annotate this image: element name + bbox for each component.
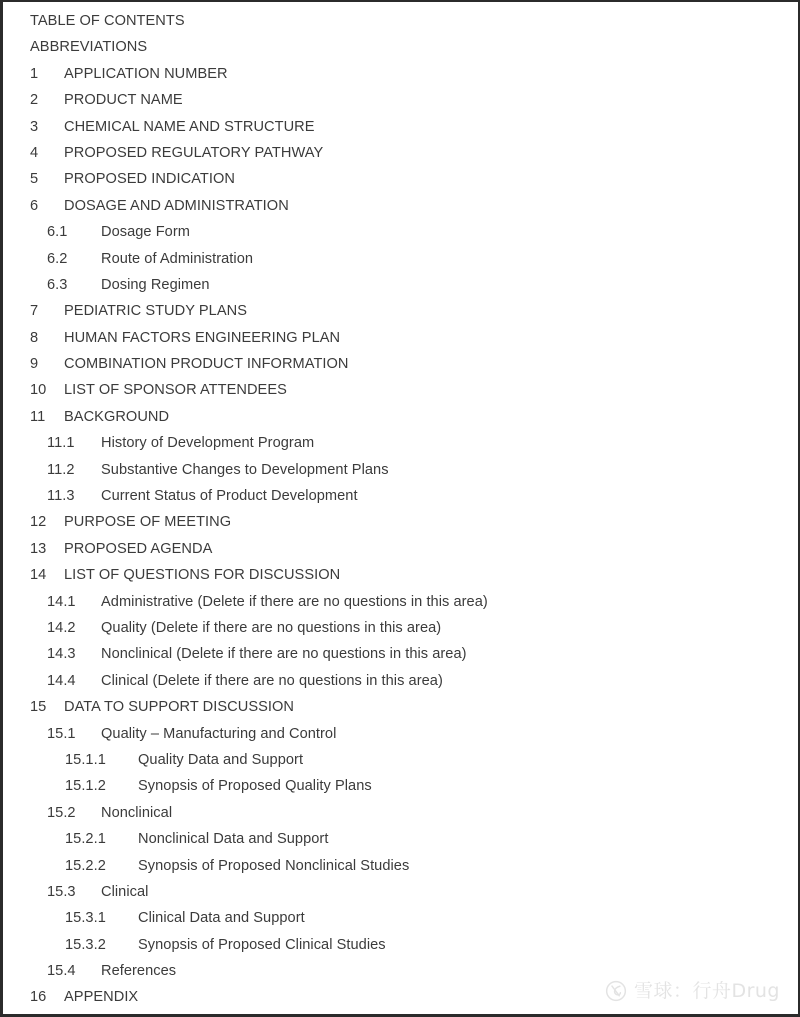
toc-entry-number: 9 <box>30 356 39 373</box>
toc-entry-label: ABBREVIATIONS <box>30 39 148 56</box>
toc-entry[interactable] <box>3 8 798 34</box>
watermark <box>605 980 780 1002</box>
toc-entry-number: 1 <box>30 65 39 82</box>
toc-entry-number: 15.2 <box>47 804 76 821</box>
toc-entry[interactable] <box>3 589 798 615</box>
toc-entry[interactable] <box>3 721 798 747</box>
toc-entry-number: 14 <box>30 567 47 584</box>
toc-entry-number: 15.3.2 <box>65 936 106 953</box>
toc-entry-number: 4 <box>30 144 39 161</box>
table-of-contents <box>3 8 798 1011</box>
toc-entry-label: DATA TO SUPPORT DISCUSSION <box>64 699 294 716</box>
toc-entry-label: Nonclinical <box>101 804 173 821</box>
toc-entry-label: LIST OF QUESTIONS FOR DISCUSSION <box>64 567 341 584</box>
toc-entry[interactable] <box>3 641 798 667</box>
toc-entry[interactable] <box>3 457 798 483</box>
toc-entry[interactable] <box>3 536 798 562</box>
toc-entry-number: 15.3 <box>47 883 76 900</box>
toc-entry[interactable] <box>3 114 798 140</box>
toc-entry[interactable] <box>3 800 798 826</box>
toc-entry-number: 11.1 <box>47 435 75 452</box>
toc-entry-label: Nonclinical (Delete if there are no questions in this area) <box>101 646 467 663</box>
toc-entry-label: DOSAGE AND ADMINISTRATION <box>64 197 289 214</box>
toc-entry-label: Clinical Data and Support <box>138 910 305 927</box>
toc-entry-label: Substantive Changes to Development Plans <box>101 461 389 478</box>
toc-entry[interactable] <box>3 483 798 509</box>
toc-entry-label: Synopsis of Proposed Nonclinical Studies <box>138 857 410 874</box>
toc-entry-number: 11.2 <box>47 461 75 478</box>
toc-entry-label: Clinical <box>101 883 149 900</box>
toc-entry-number: 14.2 <box>47 619 76 636</box>
toc-entry-number: 11 <box>30 408 46 425</box>
toc-entry-label: Dosage Form <box>101 224 190 241</box>
toc-entry[interactable] <box>3 61 798 87</box>
toc-entry-number: 11.3 <box>47 488 75 505</box>
toc-entry-label: Current Status of Product Development <box>101 488 358 505</box>
toc-entry-number: 15.1 <box>47 725 76 742</box>
toc-entry-label: COMBINATION PRODUCT INFORMATION <box>64 356 349 373</box>
toc-entry-label: PROPOSED REGULATORY PATHWAY <box>64 144 324 161</box>
toc-entry[interactable] <box>3 430 798 456</box>
toc-entry-label: Dosing Regimen <box>101 276 210 293</box>
toc-entry[interactable] <box>3 87 798 113</box>
toc-entry[interactable] <box>3 905 798 931</box>
toc-entry-number: 6.1 <box>47 224 68 241</box>
toc-entry-label: APPLICATION NUMBER <box>64 65 228 82</box>
toc-entry-label: CHEMICAL NAME AND STRUCTURE <box>64 118 315 135</box>
toc-entry[interactable] <box>3 773 798 799</box>
toc-entry[interactable] <box>3 668 798 694</box>
toc-entry[interactable] <box>3 246 798 272</box>
toc-entry-number: 6.2 <box>47 250 68 267</box>
toc-entry-number: 5 <box>30 171 39 188</box>
toc-entry-label: Route of Administration <box>101 250 254 267</box>
toc-entry-label: LIST OF SPONSOR ATTENDEES <box>64 382 287 399</box>
toc-entry-number: 6.3 <box>47 276 68 293</box>
toc-entry[interactable] <box>3 853 798 879</box>
toc-entry[interactable] <box>3 615 798 641</box>
toc-entry-label: TABLE OF CONTENTS <box>30 13 185 29</box>
toc-entry-number: 16 <box>30 989 47 1006</box>
toc-entry-label: APPENDIX <box>64 989 139 1006</box>
toc-entry-number: 15 <box>30 699 47 716</box>
toc-entry[interactable] <box>3 879 798 905</box>
toc-entry-number: 14.1 <box>47 593 76 610</box>
toc-entry-label: PEDIATRIC STUDY PLANS <box>64 303 247 320</box>
toc-entry[interactable] <box>3 140 798 166</box>
xueqiu-logo-icon <box>605 980 627 1002</box>
toc-entry-number: 13 <box>30 540 47 557</box>
toc-entry-label: HUMAN FACTORS ENGINEERING PLAN <box>64 329 341 346</box>
toc-entry-number: 10 <box>30 382 47 399</box>
toc-entry-number: 15.4 <box>47 963 76 980</box>
toc-entry-label: Nonclinical Data and Support <box>138 831 329 848</box>
toc-entry-label: PROPOSED AGENDA <box>64 540 213 557</box>
toc-entry-number: 2 <box>30 92 39 109</box>
toc-entry-number: 15.1.1 <box>65 751 106 768</box>
toc-entry-label: References <box>101 963 177 980</box>
toc-entry-number: 6 <box>30 197 39 214</box>
toc-entry[interactable] <box>3 562 798 588</box>
toc-entry[interactable] <box>3 298 798 324</box>
toc-entry[interactable] <box>3 351 798 377</box>
toc-entry[interactable] <box>3 509 798 535</box>
toc-entry-label: Synopsis of Proposed Clinical Studies <box>138 936 386 953</box>
toc-entry-number: 7 <box>30 303 39 320</box>
toc-entry[interactable] <box>3 377 798 403</box>
toc-entry-label: PURPOSE OF MEETING <box>64 514 232 531</box>
toc-entry-number: 15.3.1 <box>65 910 106 927</box>
toc-entry-label: Quality Data and Support <box>138 751 304 768</box>
toc-entry-label: Administrative (Delete if there are no questions in this area) <box>101 593 488 610</box>
toc-entry-number: 15.1.2 <box>65 778 106 795</box>
toc-entry[interactable] <box>3 166 798 192</box>
toc-entry-number: 8 <box>30 329 39 346</box>
toc-entry[interactable] <box>3 747 798 773</box>
toc-entry[interactable] <box>3 193 798 219</box>
toc-entry-label: PROPOSED INDICATION <box>64 171 235 188</box>
toc-entry[interactable] <box>3 404 798 430</box>
toc-entry[interactable] <box>3 826 798 852</box>
toc-entry-number: 14.3 <box>47 646 76 663</box>
toc-entry-label: Clinical (Delete if there are no questions in this area) <box>101 672 443 689</box>
toc-entry-label: History of Development Program <box>101 435 315 452</box>
toc-entry-label: Quality – Manufacturing and Control <box>101 725 337 742</box>
toc-entry-label: Quality (Delete if there are no questions in this area) <box>101 619 442 636</box>
toc-entry-label: PRODUCT NAME <box>64 92 183 109</box>
toc-entry-label: Synopsis of Proposed Quality Plans <box>138 778 372 795</box>
toc-entry[interactable] <box>3 325 798 351</box>
toc-entry[interactable] <box>3 694 798 720</box>
toc-entry-number: 15.2.1 <box>65 831 106 848</box>
toc-entry[interactable] <box>3 34 798 60</box>
toc-entry-number: 15.2.2 <box>65 857 106 874</box>
toc-entry-label: BACKGROUND <box>64 408 170 425</box>
toc-entry-number: 3 <box>30 118 39 135</box>
toc-entry-number: 14.4 <box>47 672 76 689</box>
toc-entry[interactable] <box>3 219 798 245</box>
toc-entry[interactable] <box>3 272 798 298</box>
toc-entry-number: 12 <box>30 514 47 531</box>
watermark-text: 雪球：行舟Drug <box>633 979 780 1002</box>
toc-entry[interactable] <box>3 932 798 958</box>
